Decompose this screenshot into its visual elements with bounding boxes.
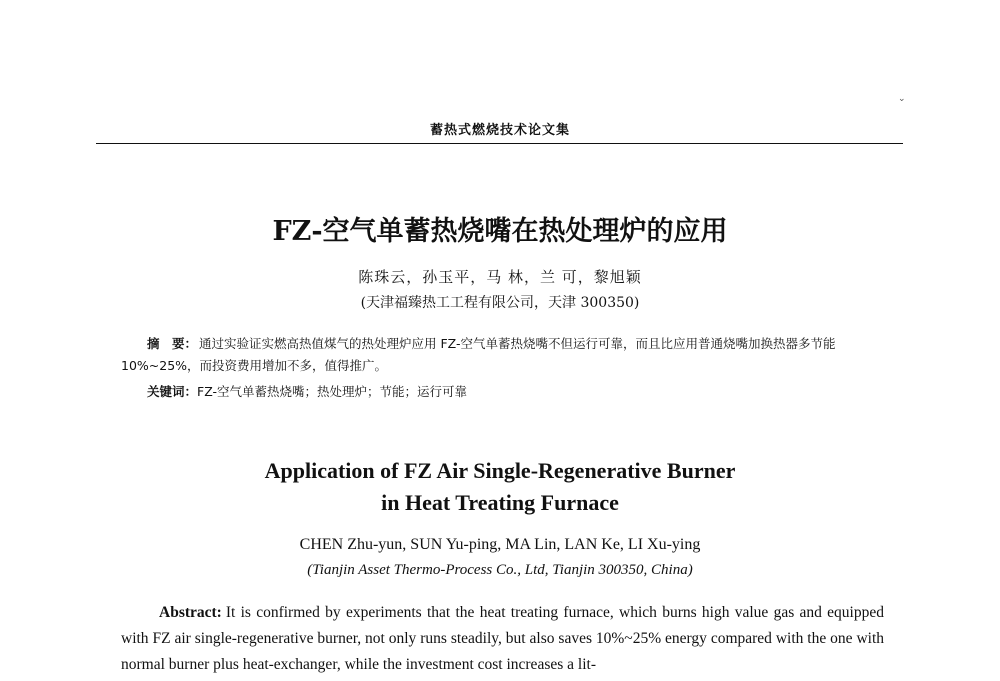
- chinese-title: FZ-空气单蓄热烧嘴在热处理炉的应用: [272, 216, 728, 247]
- english-abstract-label: Abstract:: [159, 604, 222, 621]
- running-header: 蓄热式燃烧技术论文集: [429, 123, 570, 138]
- corner-mark: ⌄: [898, 94, 906, 104]
- chinese-keywords-text: FZ-空气单蓄热烧嘴；热处理炉；节能；运行可靠: [197, 384, 468, 399]
- english-affiliation: (Tianjin Asset Thermo-Process Co., Ltd, Tianjin 300350, China): [307, 562, 693, 578]
- english-abstract-text: It is confirmed by experiments that the heat treating furnace, which burns high value gas and equipped with FZ air single-regenerative burner, not only runs steadily, but also saves 10%~25% energy compared with the one with normal burner plus heat-exchanger, while the investment cost increases a lit-: [121, 604, 884, 673]
- english-title-line2: in Heat Treating Furnace: [381, 490, 619, 515]
- chinese-affiliation: (天津福臻热工工程有限公司，天津 300350): [360, 295, 640, 311]
- english-abstract: [121, 600, 884, 678]
- chinese-authors: 陈珠云，孙玉平，马 林，兰 可，黎旭颖: [358, 268, 642, 286]
- chinese-abstract-text: 通过实验证实燃高热值煤气的热处理炉应用 FZ-空气单蓄热烧嘴不但运行可靠，而且比应用普通烧嘴加换热器多节能 10%~25%，而投资费用增加不多，值得推广。: [121, 336, 836, 373]
- english-title: [0, 455, 1000, 519]
- chinese-abstract: [121, 333, 891, 377]
- header-rule: [96, 143, 903, 144]
- chinese-abstract-label: 摘 要：: [147, 336, 198, 351]
- english-title-line1: Application of FZ Air Single-Regenerative Burner: [264, 458, 736, 483]
- chinese-keywords: [147, 382, 887, 400]
- chinese-keywords-label: 关键词：: [147, 384, 198, 399]
- english-authors: CHEN Zhu-yun, SUN Yu-ping, MA Lin, LAN Ke, LI Xu-ying: [299, 536, 701, 553]
